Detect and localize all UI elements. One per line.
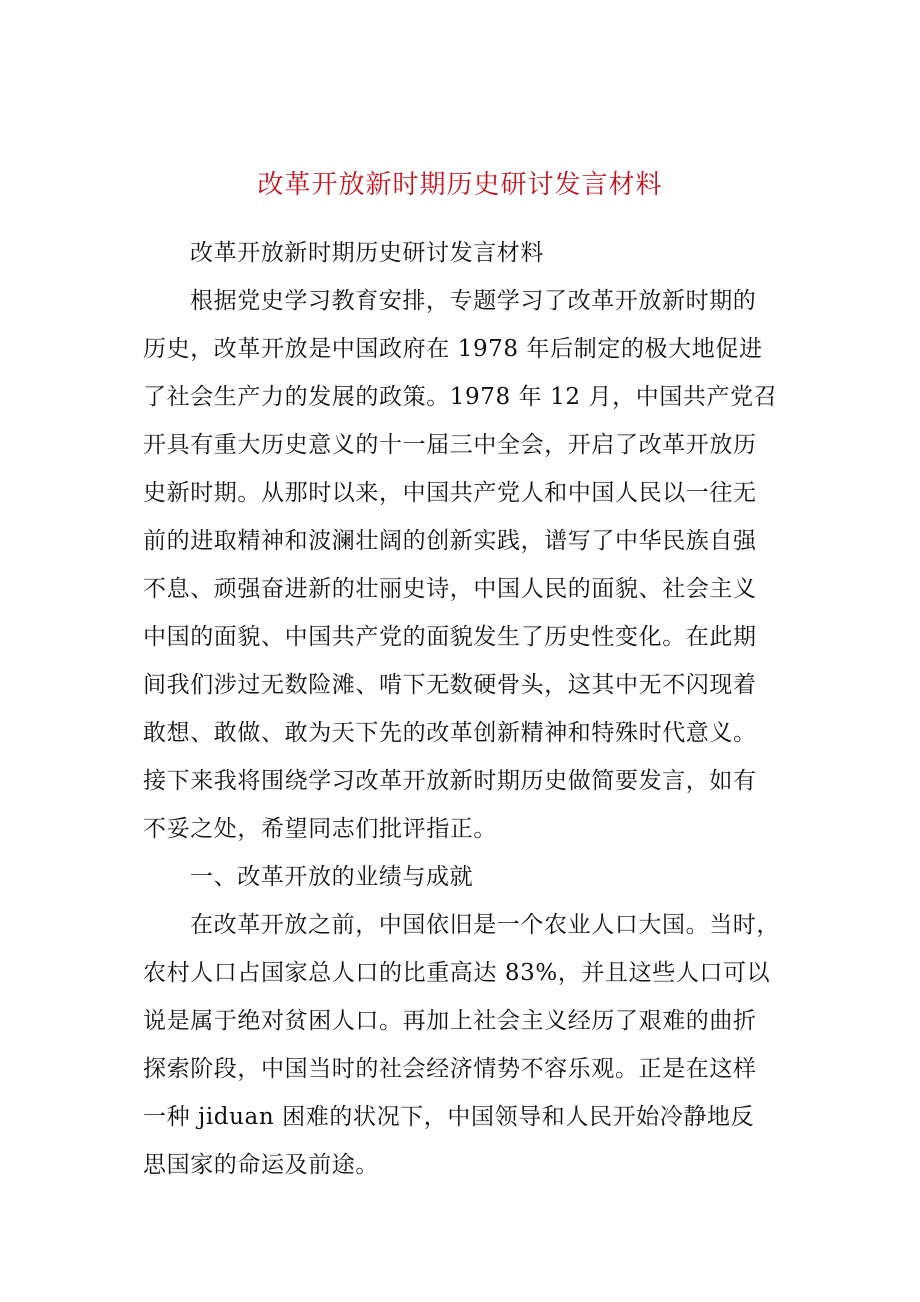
paragraph-1-line: 前的进取精神和波澜壮阔的创新实践，谱写了中华民族自强 bbox=[143, 528, 757, 554]
paragraph-1-line: 中国的面貌、中国共产党的面貌发生了历史性变化。在此期 bbox=[143, 624, 757, 650]
document-subtitle: 改革开放新时期历史研讨发言材料 bbox=[190, 240, 544, 266]
paragraph-1-line: 敢想、敢做、敢为天下先的改革创新精神和特殊时代意义。 bbox=[143, 720, 757, 746]
paragraph-1-line: 不息、顽强奋进新的壮丽史诗，中国人民的面貌、社会主义 bbox=[143, 576, 757, 602]
paragraph-1-line: 接下来我将围绕学习改革开放新时期历史做简要发言，如有 bbox=[143, 768, 757, 794]
paragraph-1-line: 间我们涉过无数险滩、啃下无数硬骨头，这其中无不闪现着 bbox=[143, 672, 757, 698]
paragraph-1-line: 了社会生产力的发展的政策。1978 年 12 月，中国共产党召 bbox=[143, 384, 778, 410]
paragraph-1-line: 不妥之处，希望同志们批评指正。 bbox=[143, 816, 497, 842]
paragraph-1-line: 开具有重大历史意义的十一届三中全会，开启了改革开放历 bbox=[143, 432, 757, 458]
paragraph-2-line: 农村人口占国家总人口的比重高达 83%，并且这些人口可以 bbox=[143, 960, 771, 986]
paragraph-2-line: 探索阶段，中国当时的社会经济情势不容乐观。正是在这样 bbox=[143, 1056, 757, 1082]
document-title: 改革开放新时期历史研讨发言材料 bbox=[257, 170, 663, 200]
paragraph-1-line: 史新时期。从那时以来，中国共产党人和中国人民以一往无 bbox=[143, 480, 757, 506]
paragraph-2-line: 一种 jiduan 困难的状况下，中国领导和人民开始冷静地反 bbox=[143, 1104, 755, 1130]
paragraph-2-line: 思国家的命运及前途。 bbox=[143, 1152, 379, 1178]
paragraph-1-line: 根据党史学习教育安排，专题学习了改革开放新时期的 bbox=[190, 288, 757, 314]
paragraph-1-line: 历史，改革开放是中国政府在 1978 年后制定的极大地促进 bbox=[143, 336, 763, 362]
section-heading: 一、改革开放的业绩与成就 bbox=[190, 864, 474, 890]
paragraph-2-line: 说是属于绝对贫困人口。再加上社会主义经历了艰难的曲折 bbox=[143, 1008, 757, 1034]
paragraph-2-line: 在改革开放之前，中国依旧是一个农业人口大国。当时， bbox=[190, 912, 780, 938]
